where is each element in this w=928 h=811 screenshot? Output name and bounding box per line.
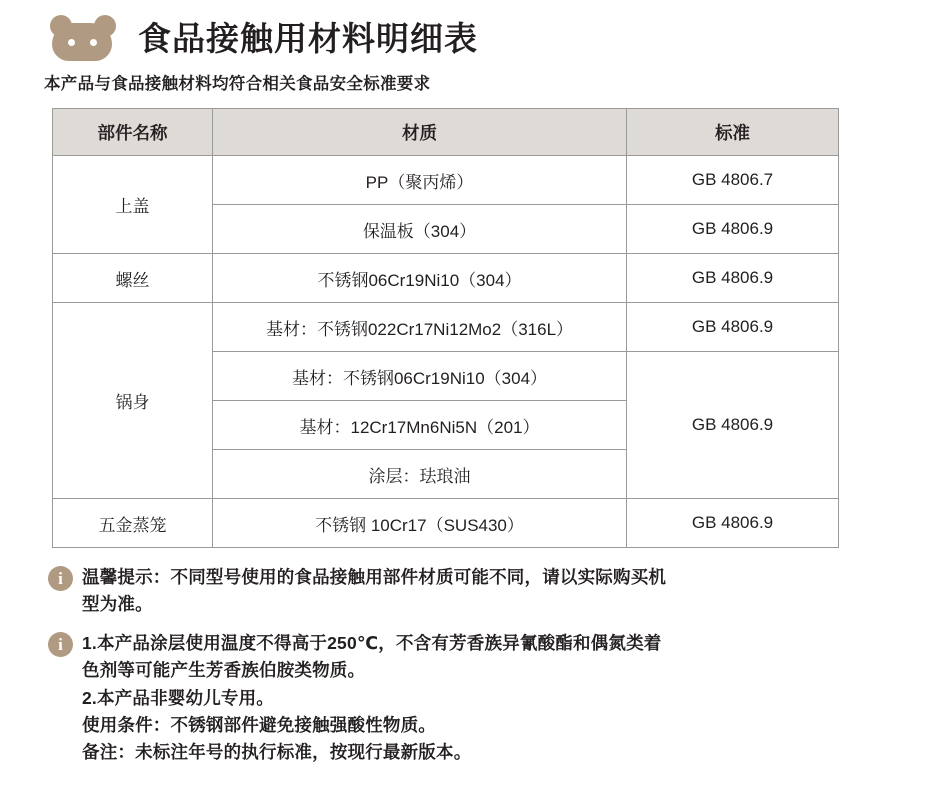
cell-material: 基材：不锈钢022Cr17Ni12Mo2（316L） <box>213 303 627 352</box>
materials-table <box>52 108 839 548</box>
cell-material: 涂层：珐琅油 <box>213 450 627 499</box>
cell-part: 螺丝 <box>53 254 213 303</box>
cell-material: 保温板（304） <box>213 205 627 254</box>
cell-material: PP（聚丙烯） <box>213 156 627 205</box>
table-body <box>53 156 839 548</box>
bear-eye-right <box>90 39 97 46</box>
materials-table-wrapper <box>0 94 928 548</box>
note-line: 使用条件：不锈钢部件避免接触强酸性物质。 <box>82 714 436 735</box>
note-line: 2.本产品非婴幼儿专用。 <box>82 687 274 708</box>
info-icon: i <box>48 632 73 657</box>
cell-material: 基材：12Cr17Mn6Ni5N（201） <box>213 401 627 450</box>
column-header-part: 部件名称 <box>53 109 213 156</box>
note-tip-body <box>82 564 666 618</box>
cell-standard: GB 4806.7 <box>627 156 839 205</box>
cell-material: 不锈钢 10Cr17（SUS430） <box>213 499 627 548</box>
column-header-standard: 标准 <box>627 109 839 156</box>
cell-material: 不锈钢06Cr19Ni10（304） <box>213 254 627 303</box>
table-row <box>53 303 839 352</box>
column-header-material: 材质 <box>213 109 627 156</box>
table-row <box>53 156 839 205</box>
note-details <box>48 630 928 766</box>
page-title: 食品接触用材料明细表 <box>138 19 478 57</box>
bear-eye-left <box>68 39 75 46</box>
note-line: 型为准。 <box>82 594 153 615</box>
bear-logo-icon <box>46 15 120 61</box>
note-details-body <box>82 630 661 766</box>
table-row <box>53 499 839 548</box>
note-tip <box>48 564 928 618</box>
cell-standard: GB 4806.9 <box>627 254 839 303</box>
page-subtitle: 本产品与食品接触材料均符合相关食品安全标准要求 <box>44 75 431 93</box>
info-icon: i <box>48 566 73 591</box>
cell-standard: GB 4806.9 <box>627 303 839 352</box>
cell-standard: GB 4806.9 <box>627 205 839 254</box>
cell-standard: GB 4806.9 <box>627 352 839 499</box>
cell-part: 五金蒸笼 <box>53 499 213 548</box>
cell-part: 锅身 <box>53 303 213 499</box>
table-header <box>53 109 839 156</box>
note-line: 色剂等可能产生芳香族伯胺类物质。 <box>82 660 366 681</box>
cell-material: 基材：不锈钢06Cr19Ni10（304） <box>213 352 627 401</box>
cell-part: 上盖 <box>53 156 213 254</box>
table-row <box>53 254 839 303</box>
notes-section <box>0 548 928 766</box>
cell-standard: GB 4806.9 <box>627 499 839 548</box>
note-line: 1.本产品涂层使用温度不得高于250℃，不含有芳香族异氰酸酯和偶氮类着 <box>82 633 662 654</box>
note-line: 温馨提示：不同型号使用的食品接触用部件材质可能不同，请以实际购买机 <box>82 567 667 587</box>
bear-head <box>52 23 112 61</box>
note-line: 备注：未标注年号的执行标准，按现行最新版本。 <box>82 741 472 762</box>
table-header-row <box>53 109 839 156</box>
document-header <box>0 0 928 62</box>
